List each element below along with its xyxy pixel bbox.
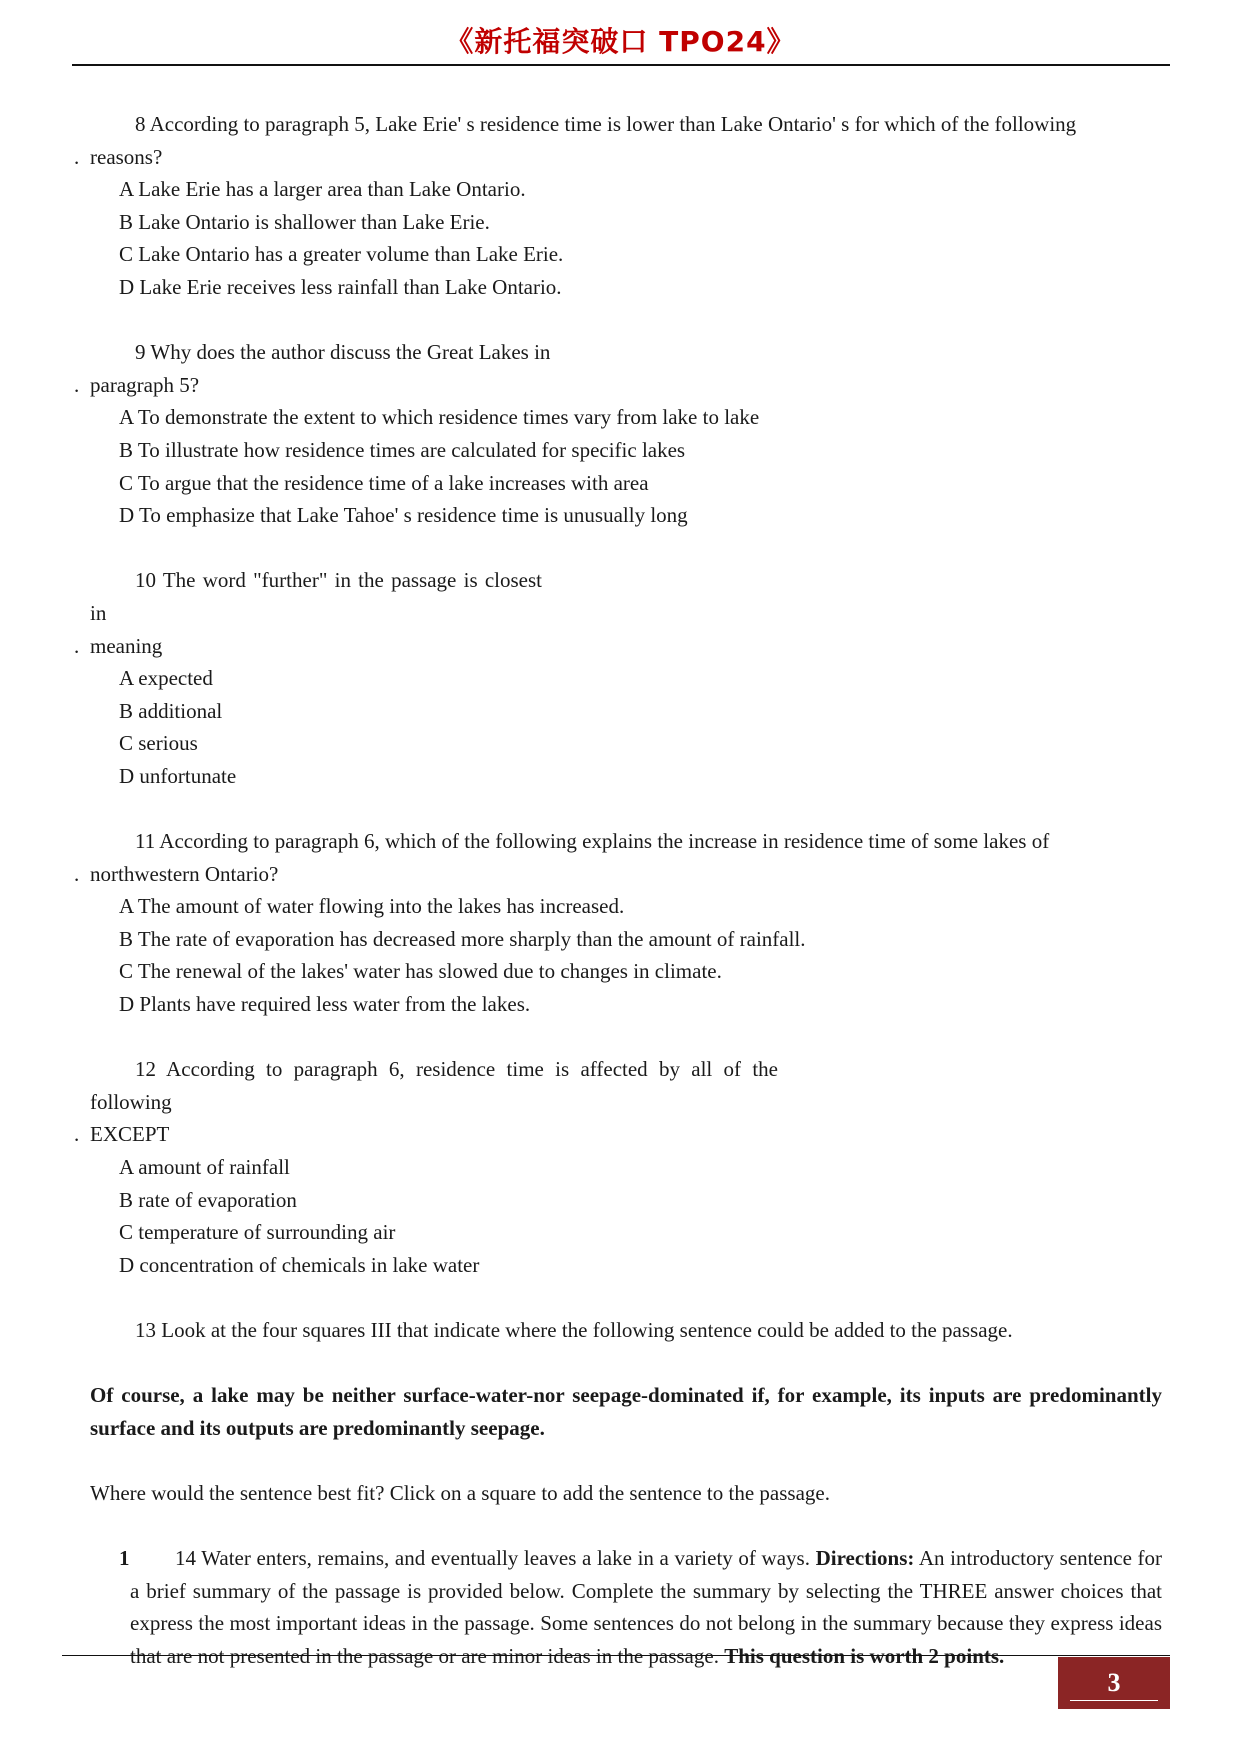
bullet-mark: . (74, 372, 80, 397)
answer-option-a[interactable]: A amount of rainfall (119, 1155, 290, 1179)
answer-options (119, 1151, 1241, 1281)
answer-option-d[interactable]: D Plants have required less water from the lakes. (119, 992, 531, 1017)
question-stem-line: 11 According to paragraph 6, which of the following explains the increase in residence time of some lakes of (135, 829, 1050, 854)
bullet-mark: . (74, 633, 80, 658)
answer-option-c[interactable]: C The renewal of the lakes' water has slowed due to changes in climate. (119, 959, 722, 984)
question-stem-line: meaning (90, 633, 163, 658)
question-stem-line: 10 The word "further" in the passage is closest in (90, 568, 542, 625)
question-stem-line: 12 According to paragraph 6, residence time is affected by all of the following (90, 1057, 778, 1114)
question-stem (74, 564, 1162, 662)
question-10 (0, 564, 1241, 792)
page-number: 3 (1107, 1668, 1121, 1697)
answer-option-d[interactable]: D unfortunate (119, 763, 237, 788)
directions-text: An introductory sentence for a brief summary of the passage is provided below. Complete the summary by selecting the THREE answer choices that express the most important ideas in the passage. Some sentences do not belong in the summary because they express ideas that are not presented in the passage or are minor ideas in the passage. (130, 1546, 1163, 1668)
question-stem-line: paragraph 5? (90, 372, 200, 397)
question-stem-line: reasons? (90, 144, 163, 169)
bullet-mark: . (74, 861, 80, 886)
answer-option-a[interactable]: A Lake Erie has a larger area than Lake Ontario. (119, 177, 526, 202)
footer-divider (62, 1655, 1170, 1656)
bullet-mark: . (74, 1122, 80, 1147)
answer-option-c[interactable]: C Lake Ontario has a greater volume than Lake Erie. (119, 242, 564, 267)
answer-option-c[interactable]: C temperature of surrounding air (119, 1220, 396, 1245)
question-stem (74, 1053, 1162, 1151)
answer-options (119, 401, 1241, 531)
answer-option-b[interactable]: B rate of evaporation (119, 1187, 297, 1212)
bullet-mark: . (74, 144, 80, 169)
answer-option-a[interactable]: A To demonstrate the extent to which residence times vary from lake to lake (119, 405, 760, 430)
answer-option-b[interactable]: B The rate of evaporation has decreased more sharply than the amount of rainfall. (119, 926, 806, 951)
list-number: 1 (119, 1546, 130, 1571)
question-stem (74, 108, 1162, 173)
answer-option-c[interactable]: C serious (119, 731, 198, 756)
header-title: 《新托福突破口 TPO24》 (445, 25, 796, 58)
answer-option-a[interactable]: A The amount of water flowing into the lakes has increased. (119, 894, 625, 919)
question-stem-line: 9 Why does the author discuss the Great Lakes in (135, 340, 551, 365)
answer-option-b[interactable]: B To illustrate how residence times are calculated for specific lakes (119, 437, 686, 462)
insert-prompt: Where would the sentence best fit? Click on a square to add the sentence to the passage. (90, 1480, 830, 1505)
question-14-text (130, 1542, 1162, 1672)
answer-options (119, 890, 1241, 1020)
document-content (0, 108, 1241, 1673)
points-note: This question is worth 2 points. (724, 1643, 1005, 1668)
answer-option-b[interactable]: B Lake Ontario is shallower than Lake Erie. (119, 209, 490, 234)
question-12 (0, 1053, 1241, 1281)
answer-option-d[interactable]: D Lake Erie receives less rainfall than Lake Ontario. (119, 274, 562, 299)
question-stem-line: 8 According to paragraph 5, Lake Erie' s residence time is lower than Lake Ontario' s for which of the following (135, 112, 1077, 136)
header-divider (72, 64, 1170, 66)
question-11 (0, 825, 1241, 1021)
answer-option-d[interactable]: D concentration of chemicals in lake water (119, 1252, 480, 1277)
answer-option-c[interactable]: C To argue that the residence time of a lake increases with area (119, 470, 649, 495)
insert-sentence: Of course, a lake may be neither surface-water-nor seepage-dominated if, for example, its inputs are predominantly surface and its outputs are predominantly seepage. (90, 1383, 1162, 1440)
question-stem (74, 825, 1162, 890)
answer-options (119, 662, 1241, 792)
page-number-badge (1058, 1657, 1170, 1709)
answer-option-b[interactable]: B additional (119, 698, 223, 723)
question-14-intro: 14 Water enters, remains, and eventually leaves a lake in a variety of ways. (175, 1546, 810, 1571)
question-13-stem: 13 Look at the four squares III that indicate where the following sentence could be added to the passage. (135, 1317, 1013, 1342)
answer-options (119, 173, 1241, 303)
answer-option-a[interactable]: A expected (119, 666, 213, 691)
question-8 (0, 108, 1241, 304)
question-stem (74, 336, 1162, 401)
page-number-underline (1070, 1700, 1158, 1701)
question-stem-line: EXCEPT (90, 1122, 170, 1147)
directions-label: Directions: (815, 1546, 915, 1571)
question-9 (0, 336, 1241, 532)
question-stem-line: northwestern Ontario? (90, 861, 279, 886)
question-14 (90, 1542, 1162, 1672)
answer-option-d[interactable]: D To emphasize that Lake Tahoe' s residence time is unusually long (119, 503, 688, 528)
